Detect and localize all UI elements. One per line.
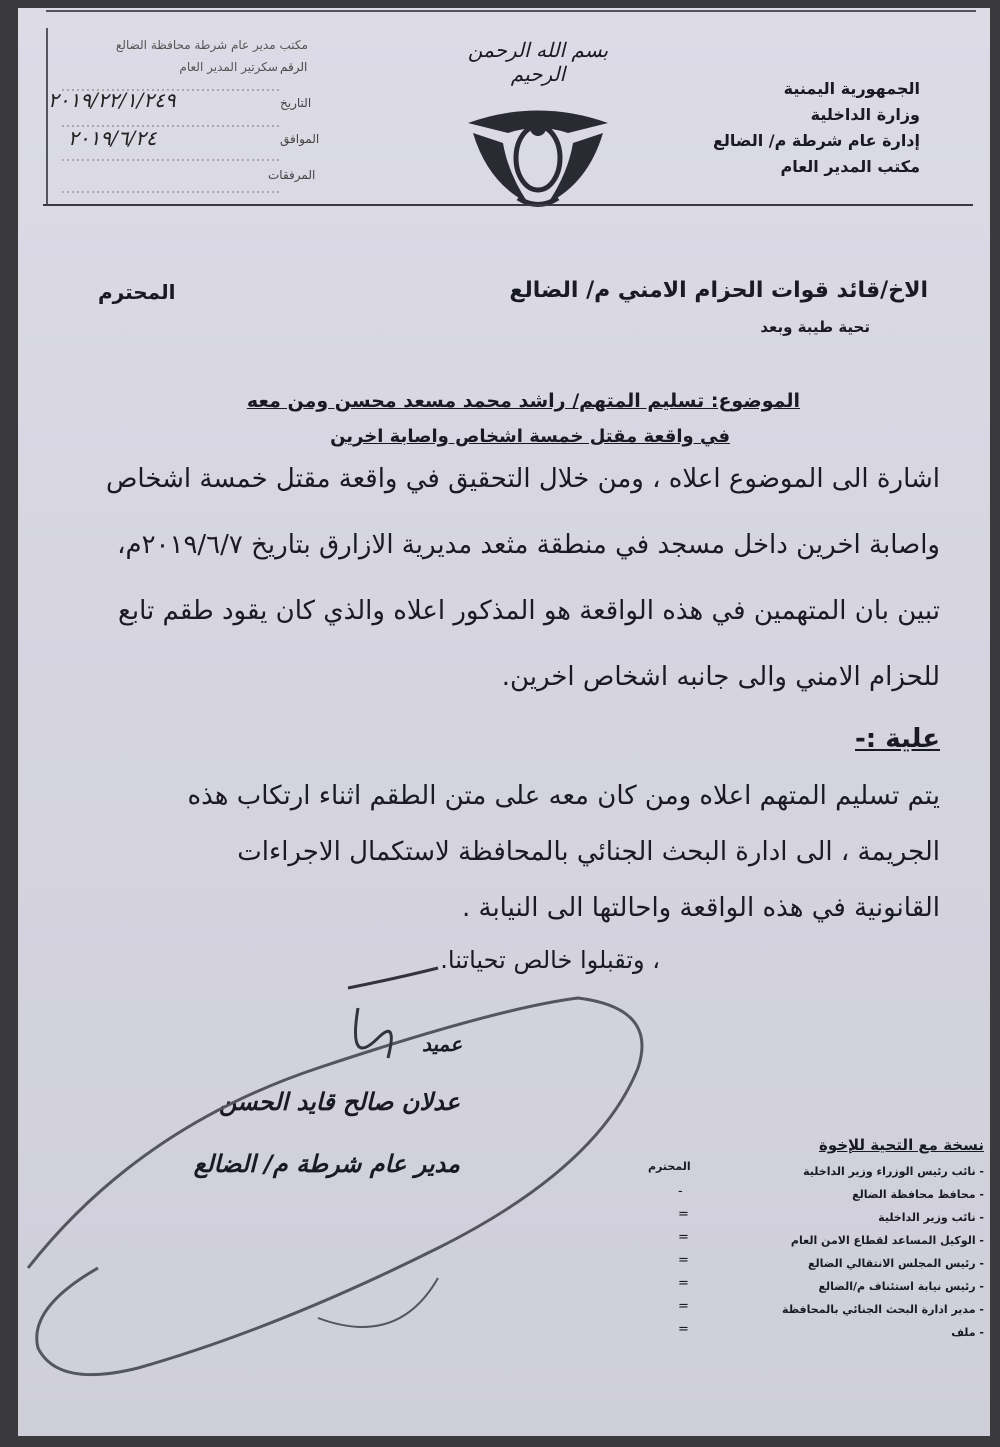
closing-line: ، وتقبلوا خالص تحياتنا.: [440, 946, 660, 974]
honorific: المحترم: [98, 280, 176, 304]
frame-top-line: [46, 10, 976, 12]
paragraph-line: اشارة الى الموضوع اعلاه ، ومن خلال التحقيق في واقعة مقتل خمسة اشخاص: [106, 464, 940, 494]
subject-line-2: في واقعة مقتل خمسة اشخاص واصابة اخرين: [330, 426, 730, 447]
corresponding-label: الموافق: [280, 132, 320, 146]
office-name: مكتب المدير العام: [780, 157, 920, 176]
number-label: الرقم: [280, 60, 308, 74]
secretary-stamp: سكرتير المدير العام: [179, 60, 278, 74]
copies-list: [724, 1160, 984, 1344]
paragraph-line: واصابة اخرين داخل مسجد في منطقة مثعد مديرية الازارق بتاريخ ٢٠١٩/٦/٧م،: [117, 530, 940, 560]
paragraph-line: تبين بان المتهمين في هذه الواقعة هو المذكور اعلاه والذي كان يقود طقم تابع: [118, 596, 940, 626]
signatory-title: مدير عام شرطة م/ الضالع: [193, 1150, 460, 1178]
letterhead: [660, 76, 920, 180]
copy-recipient: - مدير ادارة البحث الجنائي بالمحافظة: [782, 1303, 984, 1316]
copy-recipient: - الوكيل المساعد لقطاع الامن العام: [790, 1234, 984, 1247]
copies-dashes: [678, 1180, 708, 1341]
subject-line-1: الموضوع: تسليم المتهم/ راشد محمد مسعد محسن ومن معه: [246, 390, 800, 412]
department-name: إدارة عام شرطة م/ الضالع: [712, 131, 920, 150]
dash-mark: =: [678, 1322, 689, 1337]
date-label: التاريخ: [280, 96, 312, 110]
copy-recipient: - ملف: [951, 1326, 984, 1339]
letter-page: [18, 8, 990, 1436]
dash-mark: =: [678, 1207, 689, 1222]
paragraph-line: يتم تسليم المتهم اعلاه ومن كان معه على متن الطقم اثناء ارتكاب هذه: [187, 781, 940, 811]
dash-mark: -: [678, 1184, 683, 1199]
republic-name: الجمهورية اليمنية: [783, 79, 920, 98]
copy-recipient: - محافظ محافظة الضالع: [852, 1188, 984, 1201]
copies-heading: نسخة مع التحية للإخوة: [818, 1136, 984, 1154]
ministry-name: وزارة الداخلية: [810, 105, 920, 124]
header-divider: [43, 204, 973, 206]
corresponding-value: ٢٠١٩/٦/٢٤: [68, 126, 157, 150]
paragraph-line: للحزام الامني والى جانبه اشخاص اخرين.: [501, 662, 940, 692]
attachments-label: المرفقات: [268, 168, 316, 182]
therefore-heading: علية :-: [855, 724, 940, 754]
copy-recipient: - رئيس المجلس الانتقالي الضالع: [807, 1257, 984, 1270]
dash-mark: =: [678, 1230, 689, 1245]
office-stamp: مكتب مدير عام شرطة محافظة الضالع: [115, 38, 308, 52]
date-value: ٢٠١٩/٢٢/١/٢٤٩: [48, 88, 176, 112]
dash-mark: =: [678, 1299, 689, 1314]
paragraph-line: القانونية في هذه الواقعة واحالتها الى النيابة .: [461, 893, 940, 923]
greeting: تحية طيبة وبعد: [760, 318, 870, 336]
copies-respected: المحترم: [648, 1160, 691, 1173]
copy-recipient: - نائب رئيس الوزراء وزير الداخلية: [803, 1165, 984, 1178]
basmala: بسم الله الرحمن الرحيم: [467, 38, 609, 86]
addressee: الاخ/قائد قوات الحزام الامني م/ الضالع: [509, 278, 928, 303]
body-paragraph-2: [60, 768, 940, 936]
body-paragraph-1: [60, 446, 940, 710]
eagle-emblem-icon: [448, 103, 628, 213]
dash-mark: =: [678, 1276, 689, 1291]
copy-recipient: - نائب وزير الداخلية: [878, 1211, 984, 1224]
copy-recipient: - رئيس نيابة استئناف م/الضالع: [818, 1280, 984, 1293]
paragraph-line: الجريمة ، الى ادارة البحث الجنائي بالمحافظة لاستكمال الاجراءات: [237, 837, 940, 867]
signatory-rank: عميد: [421, 1032, 462, 1056]
dash-mark: =: [678, 1253, 689, 1268]
signatory-name: عدلان صالح قايد الحسن: [218, 1088, 460, 1116]
